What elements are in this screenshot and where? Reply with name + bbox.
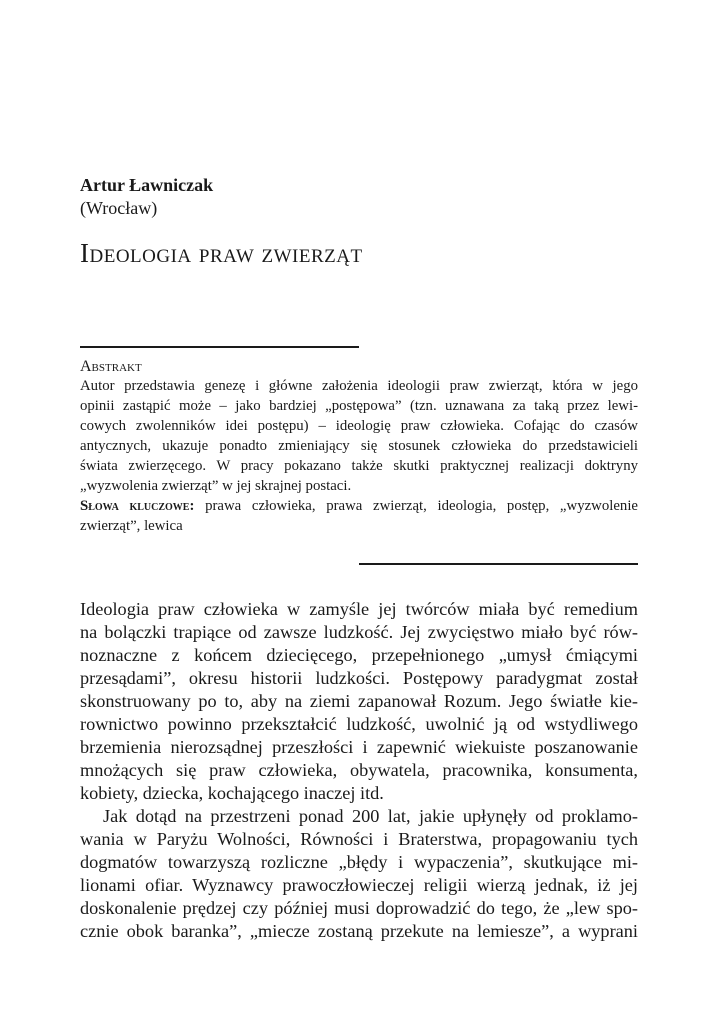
- abstract-line: „wyzwolenia zwierząt” w jej skrajnej postaci.: [80, 478, 352, 494]
- abstract-line: świata zwierzęcego. W pracy pokazano także skutki praktycznej realizacji doktryny: [80, 458, 638, 474]
- author-name: Artur Ławniczak: [80, 175, 214, 195]
- abstract-line: Autor przedstawia genezę i główne założenia ideologii praw zwierząt, która w jego: [80, 378, 638, 394]
- keywords-line: [80, 496, 638, 516]
- body-line: wania w Paryżu Wolności, Równości i Braterstwa, propagowaniu tych: [80, 829, 638, 849]
- body-line: dogmatów towarzyszą rozliczne „błędy i wypaczenia”, skutkujące mi-: [80, 852, 638, 872]
- body-line: brzemienia nierozsądnej przeszłości i zapewnić wiekuiste poszanowanie: [80, 737, 638, 757]
- body-line: przesądami”, okresu historii ludzkości. Postępowy paradygmat został: [80, 668, 638, 688]
- abstract-line: cowych zwolenników idei postępu) – ideologię praw człowieka. Cofając do czasów: [80, 418, 638, 434]
- keywords-list: prawa człowieka, prawa zwierząt, ideologia, postęp, „wyzwolenie: [194, 498, 638, 514]
- keywords-line-continued: zwierząt”, lewica: [80, 518, 183, 534]
- body-line: doskonalenie prędzej czy później musi doprowadzić do tego, że „lew spo-: [80, 898, 638, 918]
- abstract-top-rule: [80, 346, 359, 348]
- article-title: Ideologia praw zwierząt: [80, 238, 363, 268]
- body-line: lionami ofiar. Wyznawcy prawoczłowieczej religii wierzą jednak, iż jej: [80, 875, 638, 895]
- abstract-bottom-rule: [359, 563, 638, 565]
- body-line: noznaczne z końcem dziecięcego, przepełnionego „umysł ćmiącymi: [80, 645, 638, 665]
- body-line: Ideologia praw człowieka w zamyśle jej twórców miała być remedium: [80, 599, 638, 619]
- body-line: rownictwo powinno przekształcić ludzkość, uwolnić ją od wstydliwego: [80, 714, 638, 734]
- abstract-line: opinii zastąpić może – jako bardziej „postępowa” (tzn. uznawana za taką przez lewi-: [80, 398, 638, 414]
- body-line: na bolączki trapiące od zawsze ludzkość. Jej zwycięstwo miało być rów-: [80, 622, 638, 642]
- body-line: mnożących się praw człowieka, obywatela, pracownika, konsumenta,: [80, 760, 638, 780]
- body-line: cznie obok baranka”, „miecze zostaną przekute na lemiesze”, a wyprani: [80, 921, 638, 941]
- body-line: skonstruowany po to, aby na ziemi zapanował Rozum. Jego światłe kie-: [80, 691, 638, 711]
- author-affiliation: (Wrocław): [80, 198, 158, 218]
- body-line: Jak dotąd na przestrzeni ponad 200 lat, jakie upłynęły od proklamo-: [103, 806, 638, 826]
- abstract-heading: Abstrakt: [80, 358, 142, 375]
- keywords-label: Słowa kluczowe:: [80, 498, 195, 514]
- abstract-line: antycznych, ukazuje ponadto zmieniający się stosunek człowieka do przedstawicieli: [80, 438, 638, 454]
- body-line: kobiety, dziecka, kochającego inaczej itd.: [80, 783, 384, 803]
